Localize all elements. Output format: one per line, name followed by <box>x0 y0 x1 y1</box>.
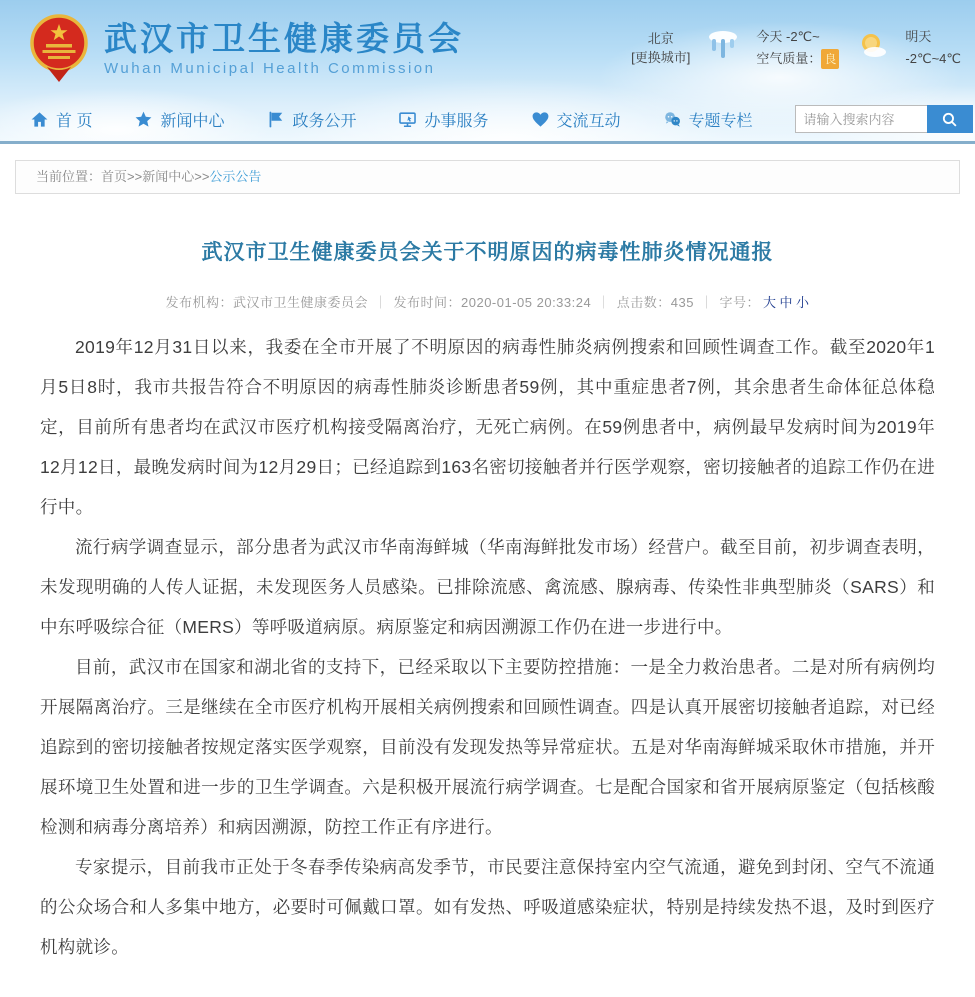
nav-label: 首 页 <box>56 112 93 130</box>
breadcrumb-home-link[interactable]: 首页 <box>101 169 128 184</box>
nav-item-gov-affairs[interactable] <box>266 108 356 131</box>
article-meta <box>40 292 935 311</box>
nav-item-news[interactable] <box>134 108 224 131</box>
article-paragraph: 目前，武汉市在国家和湖北省的支持下，已经采取以下主要防控措施：一是全力救治患者。二是对所有病例均开展隔离治疗。三是继续在全市医疗机构开展相关病例搜索和回顾性调查。四是认真开展密切接触者追踪，对已经追踪到的密切接触者按规定落实医学观察，目前没有发现发热等异常症状。五是对华南海鲜城采取休市措施，并开展环境卫生处置和进一步的卫生学调查。六是积极开展流行病学调查。七是配合国家和省开展病原鉴定（包括核酸检测和病毒分离培养）和病因溯源，防控工作正有序进行。 <box>40 657 935 837</box>
article <box>0 236 975 997</box>
meta-separator: ｜ <box>597 295 611 310</box>
search-input[interactable] <box>795 105 927 133</box>
site-title-block <box>104 21 464 77</box>
weather-tomorrow-temp: -2℃~4℃ <box>905 51 961 67</box>
article-paragraph: 2019年12月31日以来，我委在全市开展了不明原因的病毒性肺炎病例搜索和回顾性调查工作。截至2020年1月5日8时，我市共报告符合不明原因的病毒性肺炎诊断患者59例，其中重症患者7例，其余患者生命体征总体稳定，目前所有患者均在武汉市医疗机构接受隔离治疗，无死亡病例。在59例患者中，病例最早发病时间为2019年12月12日，最晚发病时间为12月29日；已经追踪到163名密切接触者并行医学观察，密切接触者的追踪工作仍在进行中。 <box>40 337 935 517</box>
main-nav <box>0 97 975 141</box>
weather-today-block <box>756 26 839 70</box>
site-subtitle: Wuhan Municipal Health Commission <box>104 60 436 78</box>
nav-label: 交流互动 <box>556 112 621 130</box>
article-title: 武汉市卫生健康委员会关于不明原因的病毒性肺炎情况通报 <box>201 241 774 264</box>
nav-label: 专题专栏 <box>688 112 753 130</box>
weather-tomorrow-label: 明天 <box>905 29 932 44</box>
meta-separator: ｜ <box>373 295 388 310</box>
breadcrumb-separator: >> <box>194 169 210 184</box>
star-icon <box>134 110 153 129</box>
nav-item-services[interactable] <box>398 108 488 131</box>
chat-icon <box>663 110 682 129</box>
heart-icon <box>531 110 550 129</box>
weather-air-quality <box>756 48 839 70</box>
meta-publish-time: 发布时间：2020-01-05 20:33:24 <box>393 295 592 310</box>
search-icon <box>941 111 958 128</box>
air-quality-label: 空气质量： <box>756 51 822 67</box>
meta-fontsize-label: 字号： <box>719 295 760 310</box>
national-emblem-icon <box>26 12 92 86</box>
sun-weather-icon <box>855 29 889 67</box>
nav-item-special-topics[interactable] <box>663 108 753 131</box>
fontsize-large-button[interactable]: 大 <box>762 295 777 310</box>
weather-today-temp: 今天 -2℃~ <box>756 29 820 44</box>
search-button[interactable] <box>927 105 973 133</box>
weather-widget <box>631 26 961 70</box>
breadcrumb-label: 当前位置： <box>36 169 102 184</box>
breadcrumb-news-link[interactable]: 新闻中心 <box>142 169 195 184</box>
meta-separator: ｜ <box>699 295 714 310</box>
article-paragraph: 专家提示，目前我市正处于冬春季传染病高发季节，市民要注意保持室内空气流通，避免到封闭、空气不流通的公众场合和人多集中地方，必要时可佩戴口罩。如有发热、呼吸道感染症状，特别是持续发热不退，及时到医疗机构就诊。 <box>40 857 935 957</box>
site-header <box>0 0 975 144</box>
nav-item-interaction[interactable] <box>531 108 621 131</box>
article-paragraph: 流行病学调查显示，部分患者为武汉市华南海鲜城（华南海鲜批发市场）经营户。截至目前，初步调查表明，未发现明确的人传人证据，未发现医务人员感染。已排除流感、禽流感、腺病毒、传染性非典型肺炎（SARS）和中东呼吸综合征（MERS）等呼吸道病原。病原鉴定和病因溯源工作仍在进一步进行中。 <box>40 537 935 637</box>
breadcrumb-current[interactable]: 公示公告 <box>209 169 262 184</box>
article-body <box>40 327 935 967</box>
air-quality-badge: 良 <box>821 49 839 69</box>
site-title: 武汉市卫生健康委员会 <box>104 19 464 57</box>
meta-clicks: 点击数：435 <box>616 295 694 310</box>
freezing-weather-icon <box>706 29 740 67</box>
weather-city: 北京 <box>647 30 674 46</box>
change-city-link[interactable]: [更换城市] <box>631 50 691 66</box>
nav-label: 办事服务 <box>424 112 489 130</box>
weather-city-block <box>631 29 690 68</box>
fontsize-small-button[interactable]: 小 <box>796 295 810 310</box>
breadcrumb-separator: >> <box>127 169 143 184</box>
nav-item-home[interactable] <box>30 108 92 131</box>
fontsize-medium-button[interactable]: 中 <box>779 295 793 310</box>
meta-publisher: 发布机构：武汉市卫生健康委员会 <box>165 295 368 310</box>
monitor-icon <box>398 110 417 129</box>
weather-tomorrow-block <box>905 26 961 70</box>
flag-icon <box>266 110 285 129</box>
nav-label: 政务公开 <box>292 112 357 130</box>
search-box <box>795 105 973 133</box>
nav-label: 新闻中心 <box>160 112 225 130</box>
breadcrumb <box>15 160 960 194</box>
home-icon <box>30 110 49 129</box>
